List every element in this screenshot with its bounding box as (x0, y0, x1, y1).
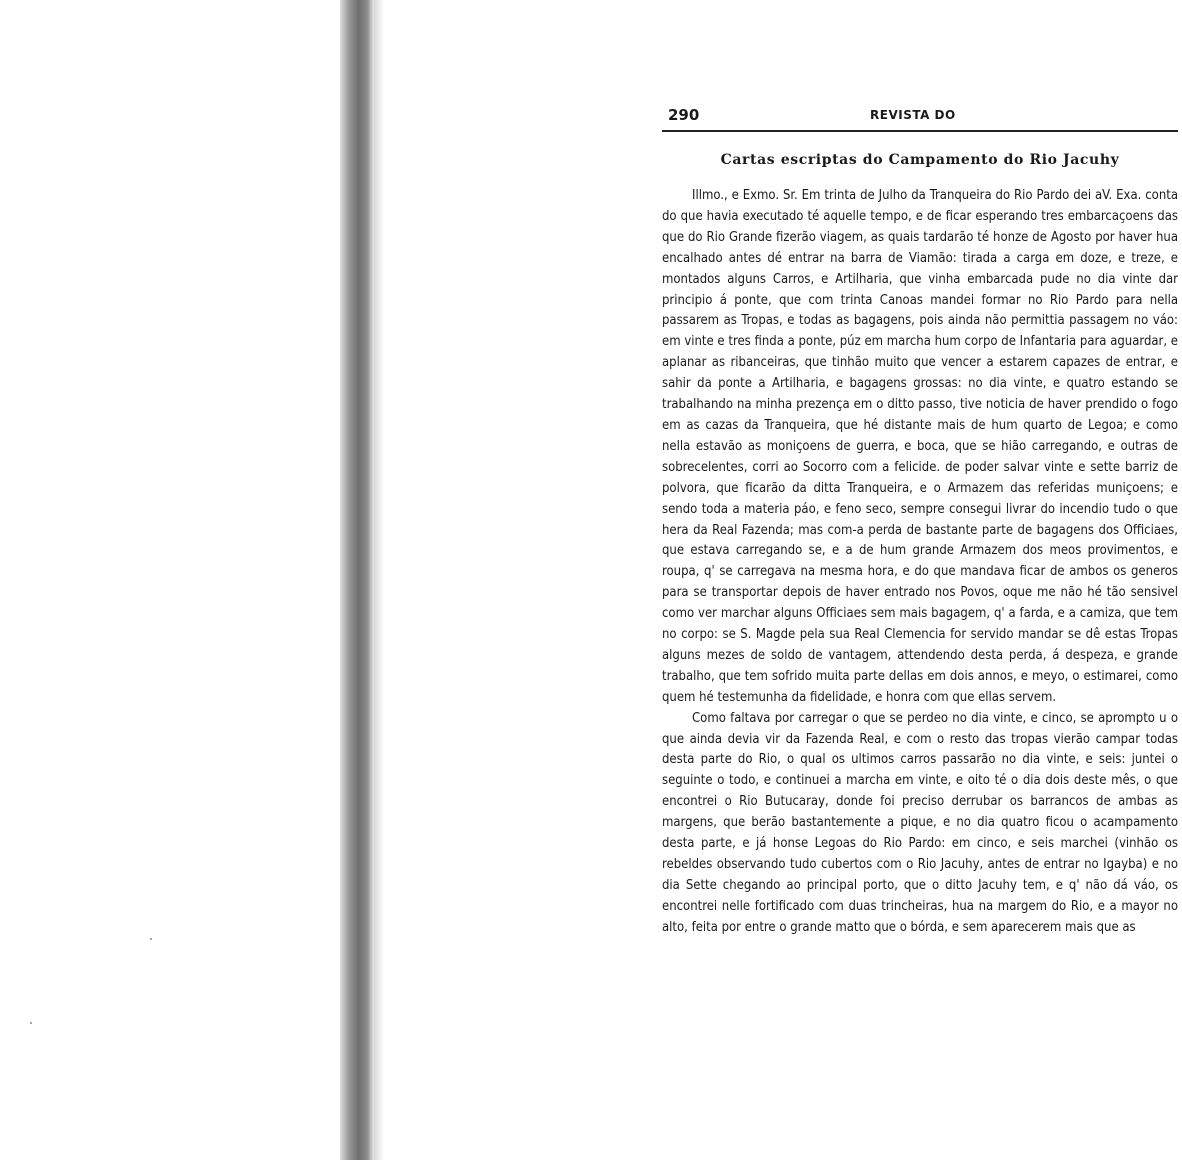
scan-speck (150, 938, 152, 940)
gutter-fade (374, 0, 384, 1160)
article-body (662, 186, 1178, 939)
book-gutter-shadow (340, 0, 374, 1160)
page-header (662, 104, 1178, 132)
book-page (662, 96, 1178, 1156)
article-title: Cartas escriptas do Campamento do Rio Jacuhy (720, 152, 1120, 168)
page-number: 290 (668, 106, 700, 124)
running-head: REVISTA DO (870, 108, 956, 122)
paragraph: Illmo., e Exmo. Sr. Em trinta de Julho da Tranqueira do Rio Pardo dei aV. Exa. conta do que havia executado té aquelle tempo, e de ficar esperando tres embarcaçoens das que do Rio Grande fizerão viagem, as quais tardarão té honze de Agosto por haver hua encalhado antes dé entrar na barra de Viamão: tirada a carga em doze, e treze, e montados alguns Carros, e Artilharia, que vinha embarcada pude no dia vinte dar principio á ponte, que com trinta Canoas mandei formar no Rio Pardo para nella passarem as Tropas, e todas as bagagens, pois ainda não permittia passagem no váo: em vinte e tres finda a ponte, púz em marcha hum corpo de Infantaria para aguardar, e aplanar as ribanceiras, que tinhão muito que vencer a estarem capazes de entrar, e sahir da ponte a Artilharia, e bagagens grossas: no dia vinte, e quatro estando se trabalhando na minha prezença em o ditto passo, tive noticia de haver prendido o fogo em as cazas da Tranqueira, que hé distante mais de hum quarto de Legoa; e como nella estavão as moniçoens de guerra, e boca, que se hião carregando, e outras de sobrecelentes, corri ao Socorro com a felicide. de poder salvar vinte e sette barriz de polvora, que ficarão da ditta Tranqueira, e o Armazem das referidas muniçoens; e sendo toda a materia páo, e feno seco, sempre consegui livrar do incendio tudo o que hera da Real Fazenda; mas com-a perda de bastante parte de bagagens dos Officiaes, que estava carregando se, e a de hum grande Armazem dos meos provimentos, e roupa, q' se carregava na mesma hora, e do que mandava ficar de ambos os generos para se transportar depois de haver entrado nos Povos, oque me não hé tão sensivel como ver marchar alguns Officiaes sem mais bagagem, q' a farda, e a camiza, que tem no corpo: se S. Magde pela sua Real Clemencia for servido mandar se dê estas Tropas alguns mezes de soldo de vantagem, attendendo desta perda, á despeza, e grande trabalho, que tem sofrido muita parte dellas em dois annos, e meyo, o estimarei, como quem hé testemunha da fidelidade, e honra com que ellas servem. (662, 188, 1178, 705)
paragraph: Como faltava por carregar o que se perdeo no dia vinte, e cinco, se aprompto u o que ainda devia vir da Fazenda Real, e com o resto das tropas vierão campar todas desta parte do Rio, o qual os ultimos carros passarão no dia vinte, e seis: juntei o seguinte o todo, e continuei a marcha em vinte, e oito té o dia dois deste mês, o que encontrei o Rio Butucaray, donde foi preciso derrubar os barrancos de ambas as margens, que berão bastantemente a pique, e no dia quatro ficou o acampamento desta parte, e já honse Legoas do Rio Pardo: em cinco, e seis marchei (vinhão os rebeldes observando tudo cubertos com o Rio Jacuhy, antes de entrar no Igayba) e no dia Sette chegando ao principal porto, que o ditto Jacuhy tem, e q' não dá váo, os encontrei nelle fortificado com duas trincheiras, hua na margem do Rio, e a mayor no alto, feita por entre o grande matto que o bórda, e sem aparecerem mais que as (662, 710, 1178, 935)
scan-speck (30, 1022, 32, 1024)
